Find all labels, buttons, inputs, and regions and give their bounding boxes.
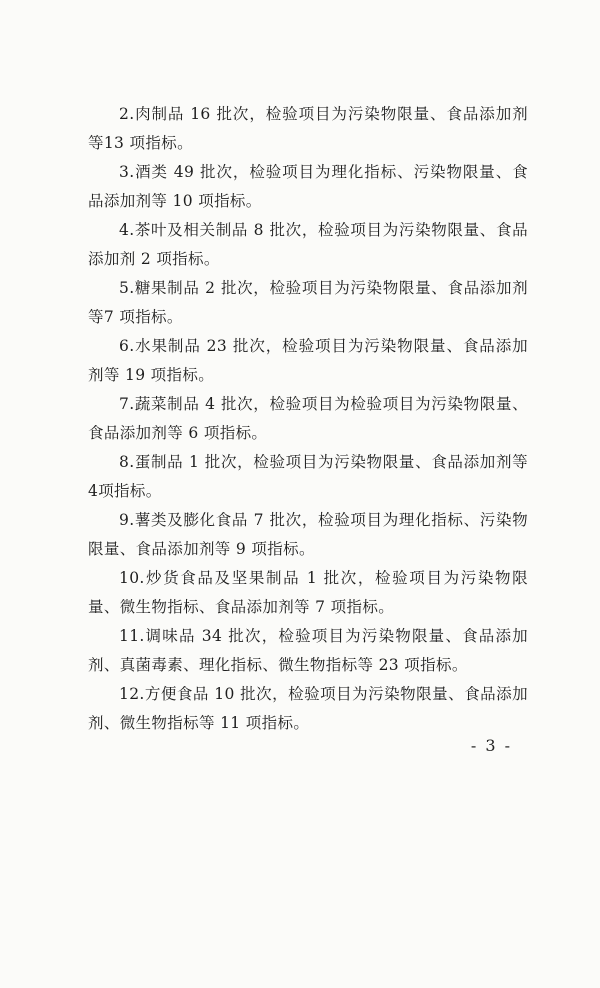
paragraph-item-9: 9.薯类及膨化食品 7 批次，检验项目为理化指标、污染物限量、食品添加剂等 9 项指标。 (88, 511, 528, 558)
page-number: - 3 - (470, 736, 512, 755)
paragraph-item-5: 5.糖果制品 2 批次，检验项目为污染物限量、食品添加剂等7 项指标。 (88, 279, 528, 326)
paragraph-item-8: 8.蛋制品 1 批次，检验项目为污染物限量、食品添加剂等 4项指标。 (88, 453, 528, 500)
paragraph-item-4: 4.茶叶及相关制品 8 批次，检验项目为污染物限量、食品添加剂 2 项指标。 (88, 221, 528, 268)
paragraph-item-10: 10.炒货食品及坚果制品 1 批次，检验项目为污染物限量、微生物指标、食品添加剂等 7 项指标。 (88, 569, 528, 616)
paragraph-item-2: 2.肉制品 16 批次，检验项目为污染物限量、食品添加剂等13 项指标。 (88, 105, 528, 152)
paragraph-item-7: 7.蔬菜制品 4 批次，检验项目为检验项目为污染物限量、食品添加剂等 6 项指标。 (88, 395, 528, 442)
paragraph-item-3: 3.酒类 49 批次，检验项目为理化指标、污染物限量、食品添加剂等 10 项指标。 (88, 163, 528, 210)
paragraph-item-12: 12.方便食品 10 批次，检验项目为污染物限量、食品添加剂、微生物指标等 11 项指标。 (88, 685, 528, 732)
body-text (88, 100, 528, 738)
paragraph-item-6: 6.水果制品 23 批次，检验项目为污染物限量、食品添加剂等 19 项指标。 (88, 337, 528, 384)
paragraph-item-11: 11.调味品 34 批次，检验项目为污染物限量、食品添加剂、真菌毒素、理化指标、微生物指标等 23 项指标。 (88, 627, 528, 674)
